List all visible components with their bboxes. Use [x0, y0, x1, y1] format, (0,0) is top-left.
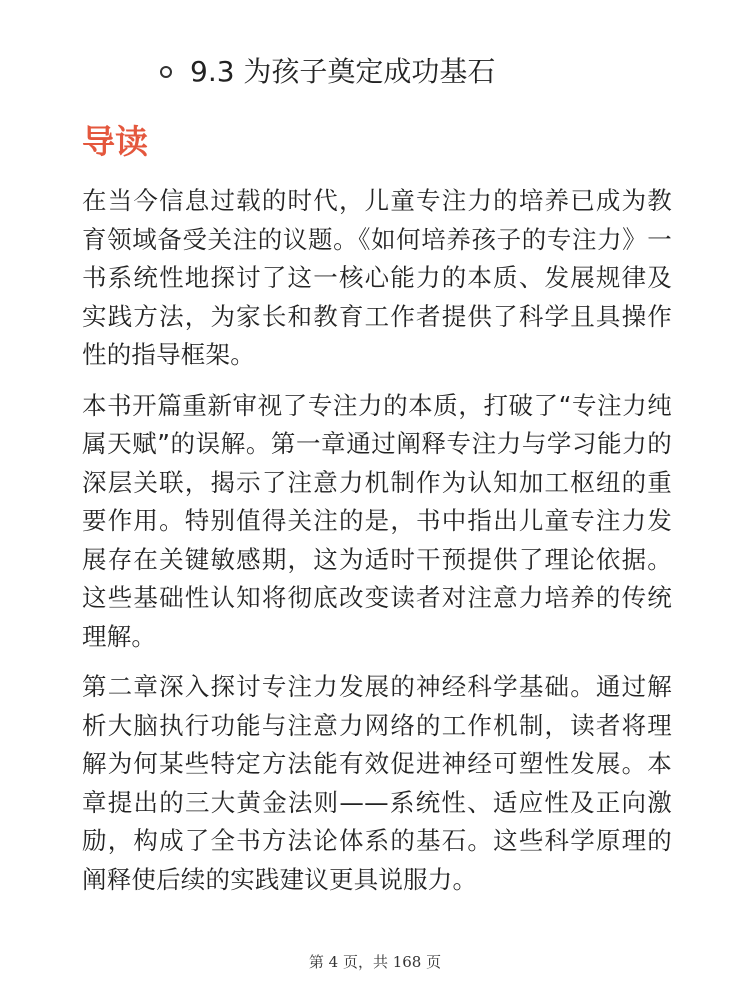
toc-list-item[interactable]: [160, 52, 495, 92]
paragraph-1: 在当今信息过载的时代，儿童专注力的培养已成为教育领域备受关注的议题。《如何培养孩子的专注力》一书系统性地探讨了这一核心能力的本质、发展规律及实践方法，为家长和教育工作者提供了科学且具操作性的指导框架。: [82, 186, 672, 369]
paragraph-3: 第二章深入探讨专注力发展的神经科学基础。通过解析大脑执行功能与注意力网络的工作机制，读者将理解为何某些特定方法能有效促进神经可塑性发展。本章提出的三大黄金法则——系统性、适应性及正向激励，构成了全书方法论体系的基石。这些科学原理的阐释使后续的实践建议更具说服力。: [82, 672, 672, 894]
page-number-footer: 第 4 页，共 168 页: [308, 953, 442, 971]
paragraph-2: 本书开篇重新审视了专注力的本质，打破了“专注力纯属天赋”的误解。第一章通过阐释专注力与学习能力的深层关联，揭示了注意力机制作为认知加工枢纽的重要作用。特别值得关注的是，书中指出儿童专注力发展存在关键敏感期，这为适时干预提供了理论依据。这些基础性认知将彻底改变读者对注意力培养的传统理解。: [82, 390, 672, 651]
body-text: [82, 182, 672, 911]
section-heading: 导读: [82, 122, 148, 161]
hollow-circle-bullet-icon: [160, 66, 172, 78]
toc-item-label: 9.3 为孩子奠定成功基石: [190, 55, 496, 88]
